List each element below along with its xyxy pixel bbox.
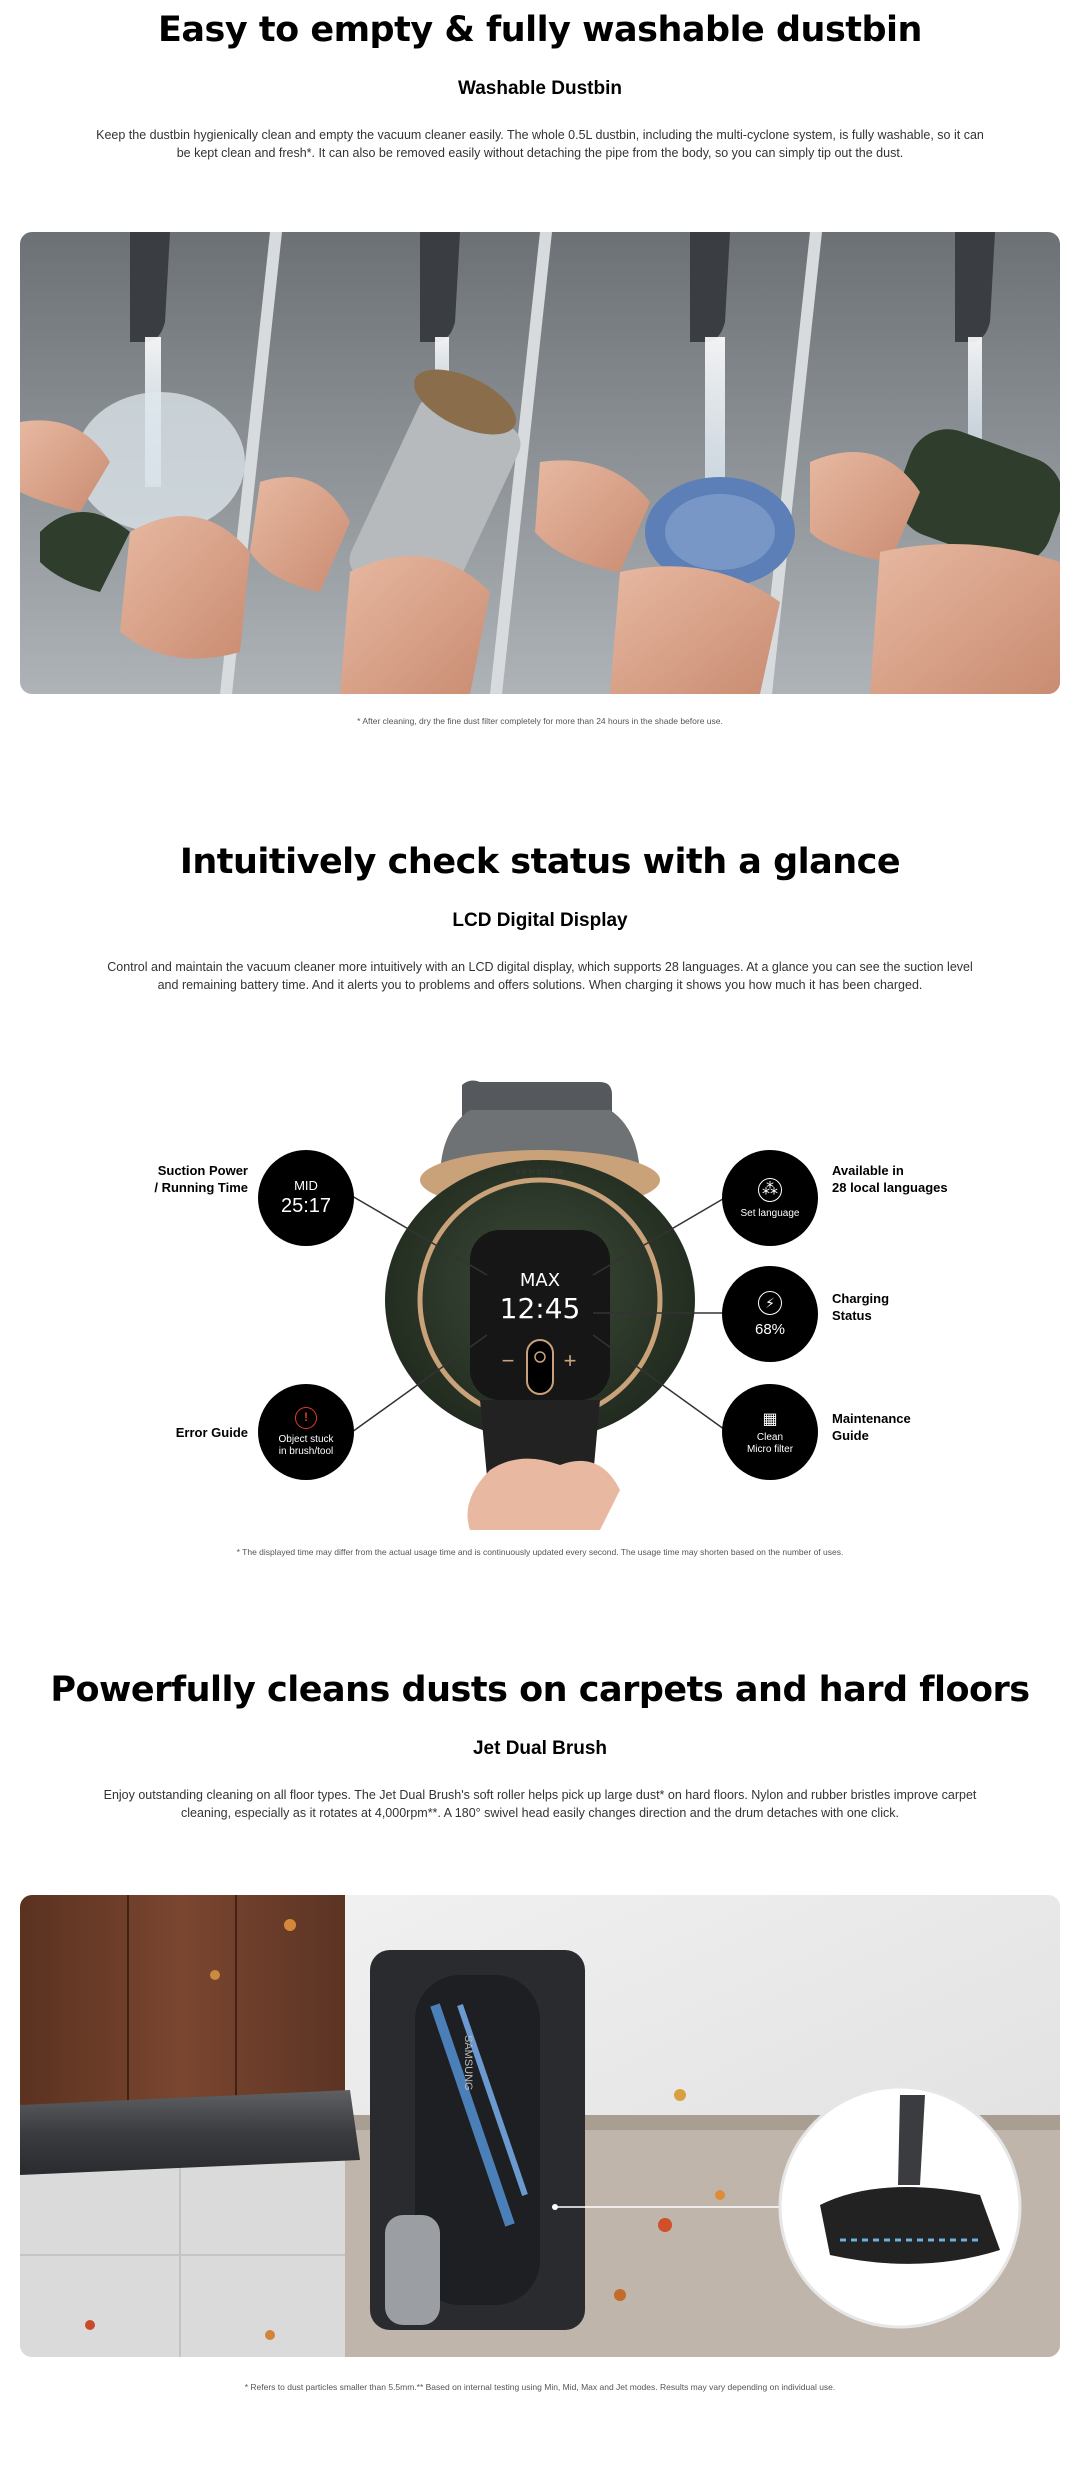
lcd-description bbox=[75, 958, 1005, 994]
charging-value: 68% bbox=[754, 1320, 786, 1338]
dustbin-footnote: * After cleaning, dry the fine dust filter completely for more than 24 hours in the shade before use. bbox=[357, 716, 723, 726]
dustbin-section bbox=[0, 10, 1080, 162]
maintenance-label bbox=[832, 1410, 952, 1444]
error-text-line2: in brush/tool bbox=[278, 1445, 334, 1457]
maintenance-label-line2: Guide bbox=[832, 1428, 869, 1443]
suction-mode: MID bbox=[294, 1178, 318, 1193]
language-label bbox=[832, 1162, 992, 1196]
display-minus-button[interactable]: − bbox=[501, 1348, 515, 1373]
brush-brand: SAMSUNG bbox=[462, 2035, 474, 2091]
washing-dustbin-photo bbox=[20, 232, 1060, 694]
error-icon: ! bbox=[295, 1407, 317, 1429]
charging-label bbox=[832, 1290, 952, 1324]
brush-description-line2: cleaning, especially as it rotates at 4,000rpm**. A 180° swivel head easily changes direction and the drum detaches with one click. bbox=[181, 1806, 899, 1820]
error-text-line1: Object stuck bbox=[278, 1433, 334, 1445]
dustbin-description-line1: Keep the dustbin hygienically clean and empty the vacuum cleaner easily. The whole 0.5L dustbin, including the multi-cyclone system, is fully washable, so it can bbox=[96, 128, 984, 142]
language-bubble bbox=[722, 1150, 818, 1246]
dustbin-title: Easy to empty & fully washable dustbin bbox=[158, 10, 922, 50]
language-icon: ⁂ bbox=[758, 1178, 782, 1202]
filter-icon: ▦ bbox=[762, 1410, 778, 1428]
brush-footnote: * Refers to dust particles smaller than 5.5mm.** Based on internal testing using Min, Mid, Max and Jet modes. Results may vary depending on individual use. bbox=[244, 2382, 836, 2392]
suction-label-line2: / Running Time bbox=[154, 1180, 248, 1195]
lcd-subtitle: LCD Digital Display bbox=[452, 910, 628, 931]
maintenance-text-line2: Micro filter bbox=[746, 1443, 794, 1455]
lcd-title: Intuitively check status with a glance bbox=[179, 842, 901, 882]
jet-dual-brush-photo bbox=[20, 1895, 1060, 2357]
lcd-description-line2: and remaining battery time. And it alerts you to problems and offers solutions. When charging it shows you how much it has been charged. bbox=[157, 978, 923, 992]
lcd-description-line1: Control and maintain the vacuum cleaner more intuitively with an LCD digital display, which supports 28 languages. At a glance you can see the suction level bbox=[107, 960, 973, 974]
lightning-icon: ⚡ bbox=[758, 1291, 782, 1315]
lcd-diagram bbox=[0, 1070, 1080, 1530]
device-brand: SAMSUNG bbox=[515, 1169, 565, 1176]
display-time: 12:45 bbox=[499, 1292, 581, 1325]
suction-time: 25:17 bbox=[280, 1195, 332, 1217]
maintenance-bubble bbox=[722, 1384, 818, 1480]
charging-bubble bbox=[722, 1266, 818, 1362]
charging-label-line2: Status bbox=[832, 1308, 872, 1323]
error-bubble bbox=[258, 1384, 354, 1480]
language-text: Set language bbox=[740, 1207, 800, 1219]
lcd-section bbox=[0, 842, 1080, 994]
brush-section bbox=[0, 1670, 1080, 1822]
lcd-footnote: * The displayed time may differ from the actual usage time and is continuously updated every second. The usage time may shorten based on the number of uses. bbox=[236, 1547, 844, 1557]
maintenance-text bbox=[747, 1432, 793, 1456]
dustbin-description-line2: be kept clean and fresh*. It can also be removed easily without detaching the pipe from the body, so you can simply tip out the dust. bbox=[176, 146, 904, 160]
suction-label-line1: Suction Power bbox=[157, 1163, 248, 1178]
maintenance-text-line1: Clean bbox=[756, 1431, 784, 1443]
charging-label-line1: Charging bbox=[832, 1291, 890, 1306]
language-label-line1: Available in bbox=[832, 1163, 904, 1178]
brush-title: Powerfully cleans dusts on carpets and hard floors bbox=[50, 1670, 1030, 1710]
dustbin-description bbox=[75, 126, 1005, 162]
maintenance-label-line1: Maintenance bbox=[832, 1411, 911, 1426]
washing-dustbin-illustration bbox=[20, 232, 1060, 694]
jet-dual-brush-illustration bbox=[20, 1895, 1060, 2357]
language-label-line2: 28 local languages bbox=[832, 1180, 948, 1195]
display-mode: MAX bbox=[519, 1270, 561, 1291]
brush-subtitle: Jet Dual Brush bbox=[472, 1738, 608, 1759]
error-text bbox=[278, 1434, 333, 1458]
display-plus-button[interactable]: + bbox=[563, 1348, 577, 1373]
suction-bubble bbox=[258, 1150, 354, 1246]
brush-description bbox=[75, 1786, 1005, 1822]
brush-description-line1: Enjoy outstanding cleaning on all floor types. The Jet Dual Brush's soft roller helps pick up large dust* on hard floors. Nylon and rubber bristles improve carpet bbox=[103, 1788, 977, 1802]
suction-label bbox=[140, 1162, 248, 1196]
dustbin-subtitle: Washable Dustbin bbox=[458, 78, 622, 99]
error-label: Error Guide bbox=[175, 1425, 248, 1440]
